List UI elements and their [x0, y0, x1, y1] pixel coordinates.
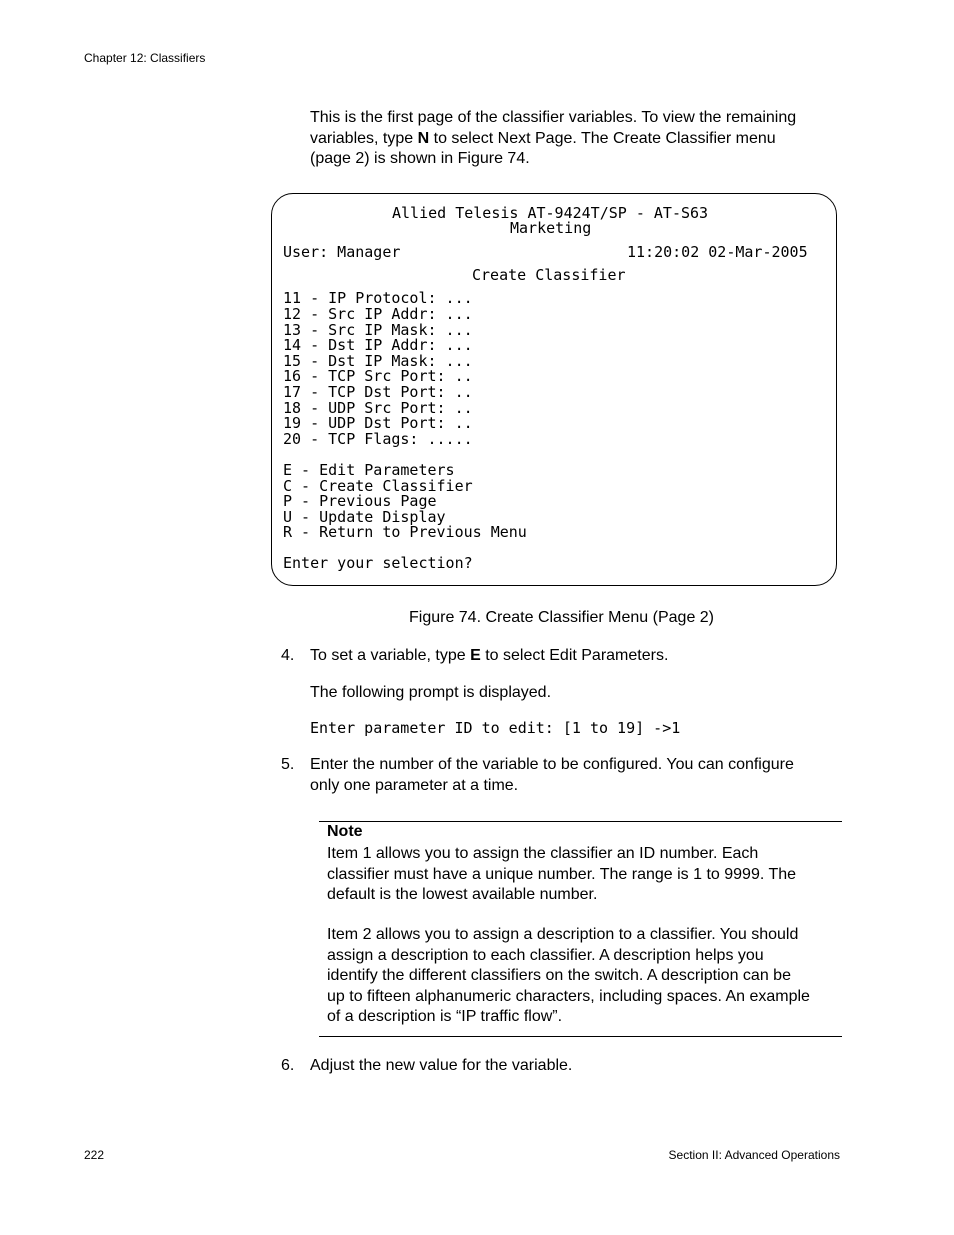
note-line: Item 2 allows you to assign a description to a classifier. You should	[327, 926, 799, 943]
terminal-param: 13 - Src IP Mask: ...	[283, 321, 473, 339]
note-heading: Note	[327, 823, 363, 840]
terminal-param: 20 - TCP Flags: .....	[283, 430, 473, 448]
note-line: of a description is “IP traffic flow”.	[327, 1008, 563, 1025]
terminal-option: C - Create Classifier	[283, 477, 473, 495]
step-number: 6.	[281, 1057, 295, 1074]
step-followup: The following prompt is displayed.	[310, 684, 552, 701]
terminal-option: E - Edit Parameters	[283, 461, 455, 479]
note-top-rule	[319, 821, 842, 822]
intro-text: variables, type	[310, 129, 418, 147]
step-text-part: to select Edit Parameters.	[480, 647, 669, 664]
step-text	[310, 646, 840, 667]
intro-line	[310, 129, 850, 150]
terminal-param: 14 - Dst IP Addr: ...	[283, 336, 473, 354]
terminal-param: 18 - UDP Src Port: ..	[283, 399, 473, 417]
terminal-param: 17 - TCP Dst Port: ..	[283, 383, 473, 401]
terminal-param: 16 - TCP Src Port: ..	[283, 367, 473, 385]
note-line: default is the lowest available number.	[327, 886, 598, 903]
note-paragraph-1	[327, 844, 842, 906]
terminal-screen	[271, 193, 837, 586]
page-number: 222	[84, 1148, 105, 1162]
running-footer: Section II: Advanced Operations	[668, 1148, 840, 1162]
terminal-option: R - Return to Previous Menu	[283, 523, 527, 541]
running-header: Chapter 12: Classifiers	[84, 51, 206, 65]
note-line: classifier must have a unique number. The range is 1 to 9999. The	[327, 865, 797, 883]
step-text	[310, 755, 840, 796]
intro-text: to select Next Page. The Create Classifier menu	[429, 129, 776, 147]
note-paragraph-2	[327, 925, 847, 1028]
note-line: up to fifteen alphanumeric characters, including spaces. An example	[327, 987, 810, 1005]
step-key: E	[470, 647, 481, 664]
step-text-part: To set a variable, type	[310, 647, 471, 664]
step-line: Enter the number of the variable to be configured. You can configure	[310, 756, 794, 773]
terminal-title: Allied Telesis AT-9424T/SP - AT-S63	[392, 204, 709, 222]
terminal-param: 15 - Dst IP Mask: ...	[283, 352, 473, 370]
step-line: only one parameter at a time.	[310, 776, 519, 794]
terminal-subtitle: Marketing	[510, 219, 592, 237]
terminal-prompt: Enter your selection?	[283, 554, 473, 572]
terminal-param: 19 - UDP Dst Port: ..	[283, 414, 473, 432]
code-prompt: Enter parameter ID to edit: [1 to 19] ->1	[310, 719, 681, 737]
figure-caption: Figure 74. Create Classifier Menu (Page 2)	[408, 609, 715, 626]
note-line: Item 1 allows you to assign the classifier an ID number. Each	[327, 845, 759, 862]
terminal-option: U - Update Display	[283, 508, 446, 526]
step-text: Adjust the new value for the variable.	[310, 1057, 573, 1074]
step-number: 4.	[281, 647, 295, 664]
terminal-param: 11 - IP Protocol: ...	[283, 289, 473, 307]
intro-key: N	[417, 129, 430, 147]
note-line: assign a description to each classifier. A description helps you	[327, 946, 764, 964]
terminal-option: P - Previous Page	[283, 492, 437, 510]
intro-paragraph	[310, 108, 850, 170]
note-bottom-rule	[319, 1036, 842, 1037]
terminal-user: User: Manager	[283, 243, 401, 261]
intro-line: (page 2) is shown in Figure 74.	[310, 150, 530, 167]
step-number: 5.	[281, 756, 295, 773]
terminal-datetime: 11:20:02 02-Mar-2005	[627, 243, 808, 261]
note-line: identify the different classifiers on the switch. A description can be	[327, 967, 791, 984]
intro-line: This is the first page of the classifier variables. To view the remaining	[310, 109, 797, 126]
terminal-menu-title: Create Classifier	[472, 266, 626, 284]
terminal-param: 12 - Src IP Addr: ...	[283, 305, 473, 323]
